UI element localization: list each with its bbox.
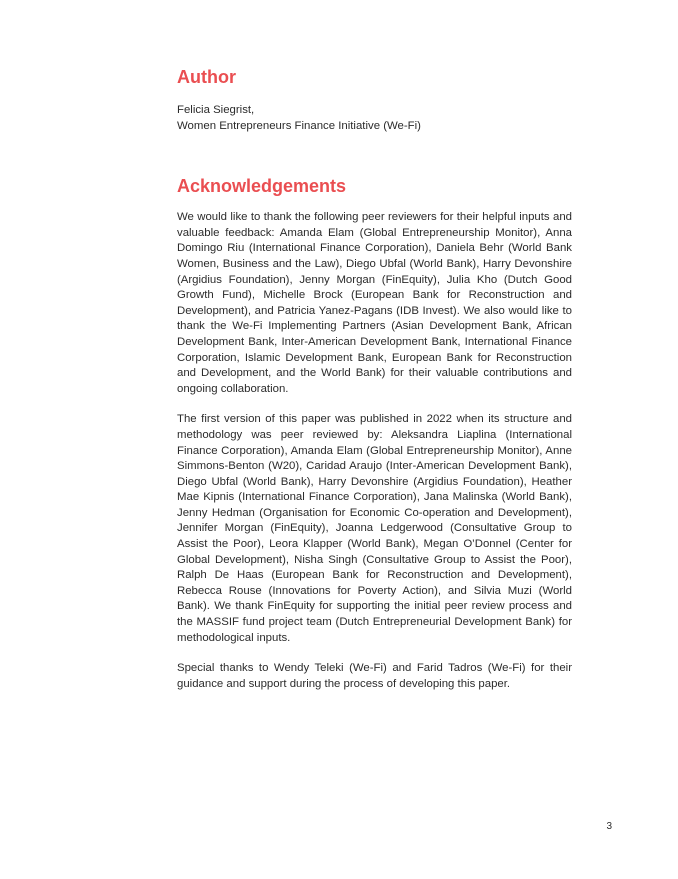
- acknowledgements-paragraph-first-version: The first version of this paper was published in 2022 when its structure and methodology was peer reviewed by: Aleksandra Liaplina (International Finance Corporation), Amanda Elam (Global Entrepreneurship Monitor), Anne Simmons-Benton (W20), Caridad Araujo (Inter-American Development Bank), Diego Ubfal (World Bank), Harry Devonshire (Argidius Foundation), Heather Mae Kipnis (International Finance Corporation), Jana Malinska (World Bank), Jenny Hedman (Organisation for Economic Co-operation and Development), Jennifer Morgan (FinEquity), Joanna Ledgerwood (Consultative Group to Assist the Poor), Leora Klapper (World Bank), Megan O’Donnel (Center for Global Development), Nisha Singh (Consultative Group to Assist the Poor), Ralph De Haas (European Bank for Reconstruction and Development), Rebecca Rouse (Innovations for Poverty Action), and Silvia Muzi (World Bank). We thank FinEquity for supporting the initial peer review process and the MASSIF fund project team (Dutch Entrepreneurial Development Bank) for methodological inputs.: [177, 413, 572, 644]
- acknowledgements-heading: Acknowledgements: [177, 176, 347, 197]
- acknowledgements-section: [177, 175, 572, 692]
- page-content: [177, 66, 572, 692]
- acknowledgements-paragraph-peer-reviewers: We would like to thank the following peer reviewers for their helpful inputs and valuable feedback: Amanda Elam (Global Entrepreneurship Monitor), Anna Domingo Riu (International Finance Corporation), Daniela Behr (World Bank Women, Business and the Law), Diego Ubfal (World Bank), Harry Devonshire (Argidius Foundation), Jenny Morgan (FinEquity), Julia Kho (Dutch Good Growth Fund), Michelle Brock (European Bank for Reconstruction and Development), and Patricia Yanez-Pagans (IDB Invest). We also would like to thank the We-Fi Implementing Partners (Asian Development Bank, African Development Bank, Inter-American Development Bank, International Finance Corporation, Islamic Development Bank, European Bank for Reconstruction and Development, and the World Bank) for their valuable contributions and ongoing collaboration.: [177, 211, 572, 395]
- author-details: [177, 103, 572, 134]
- page-number: 3: [606, 821, 612, 832]
- author-name: Felicia Siegrist,: [177, 104, 255, 116]
- author-heading: Author: [177, 67, 236, 87]
- author-affiliation: Women Entrepreneurs Finance Initiative (We-Fi): [177, 119, 421, 132]
- author-section: [177, 66, 572, 134]
- acknowledgements-paragraph-special-thanks: Special thanks to Wendy Teleki (We-Fi) and Farid Tadros (We-Fi) for their guidance and support during the process of developing this paper.: [177, 662, 572, 690]
